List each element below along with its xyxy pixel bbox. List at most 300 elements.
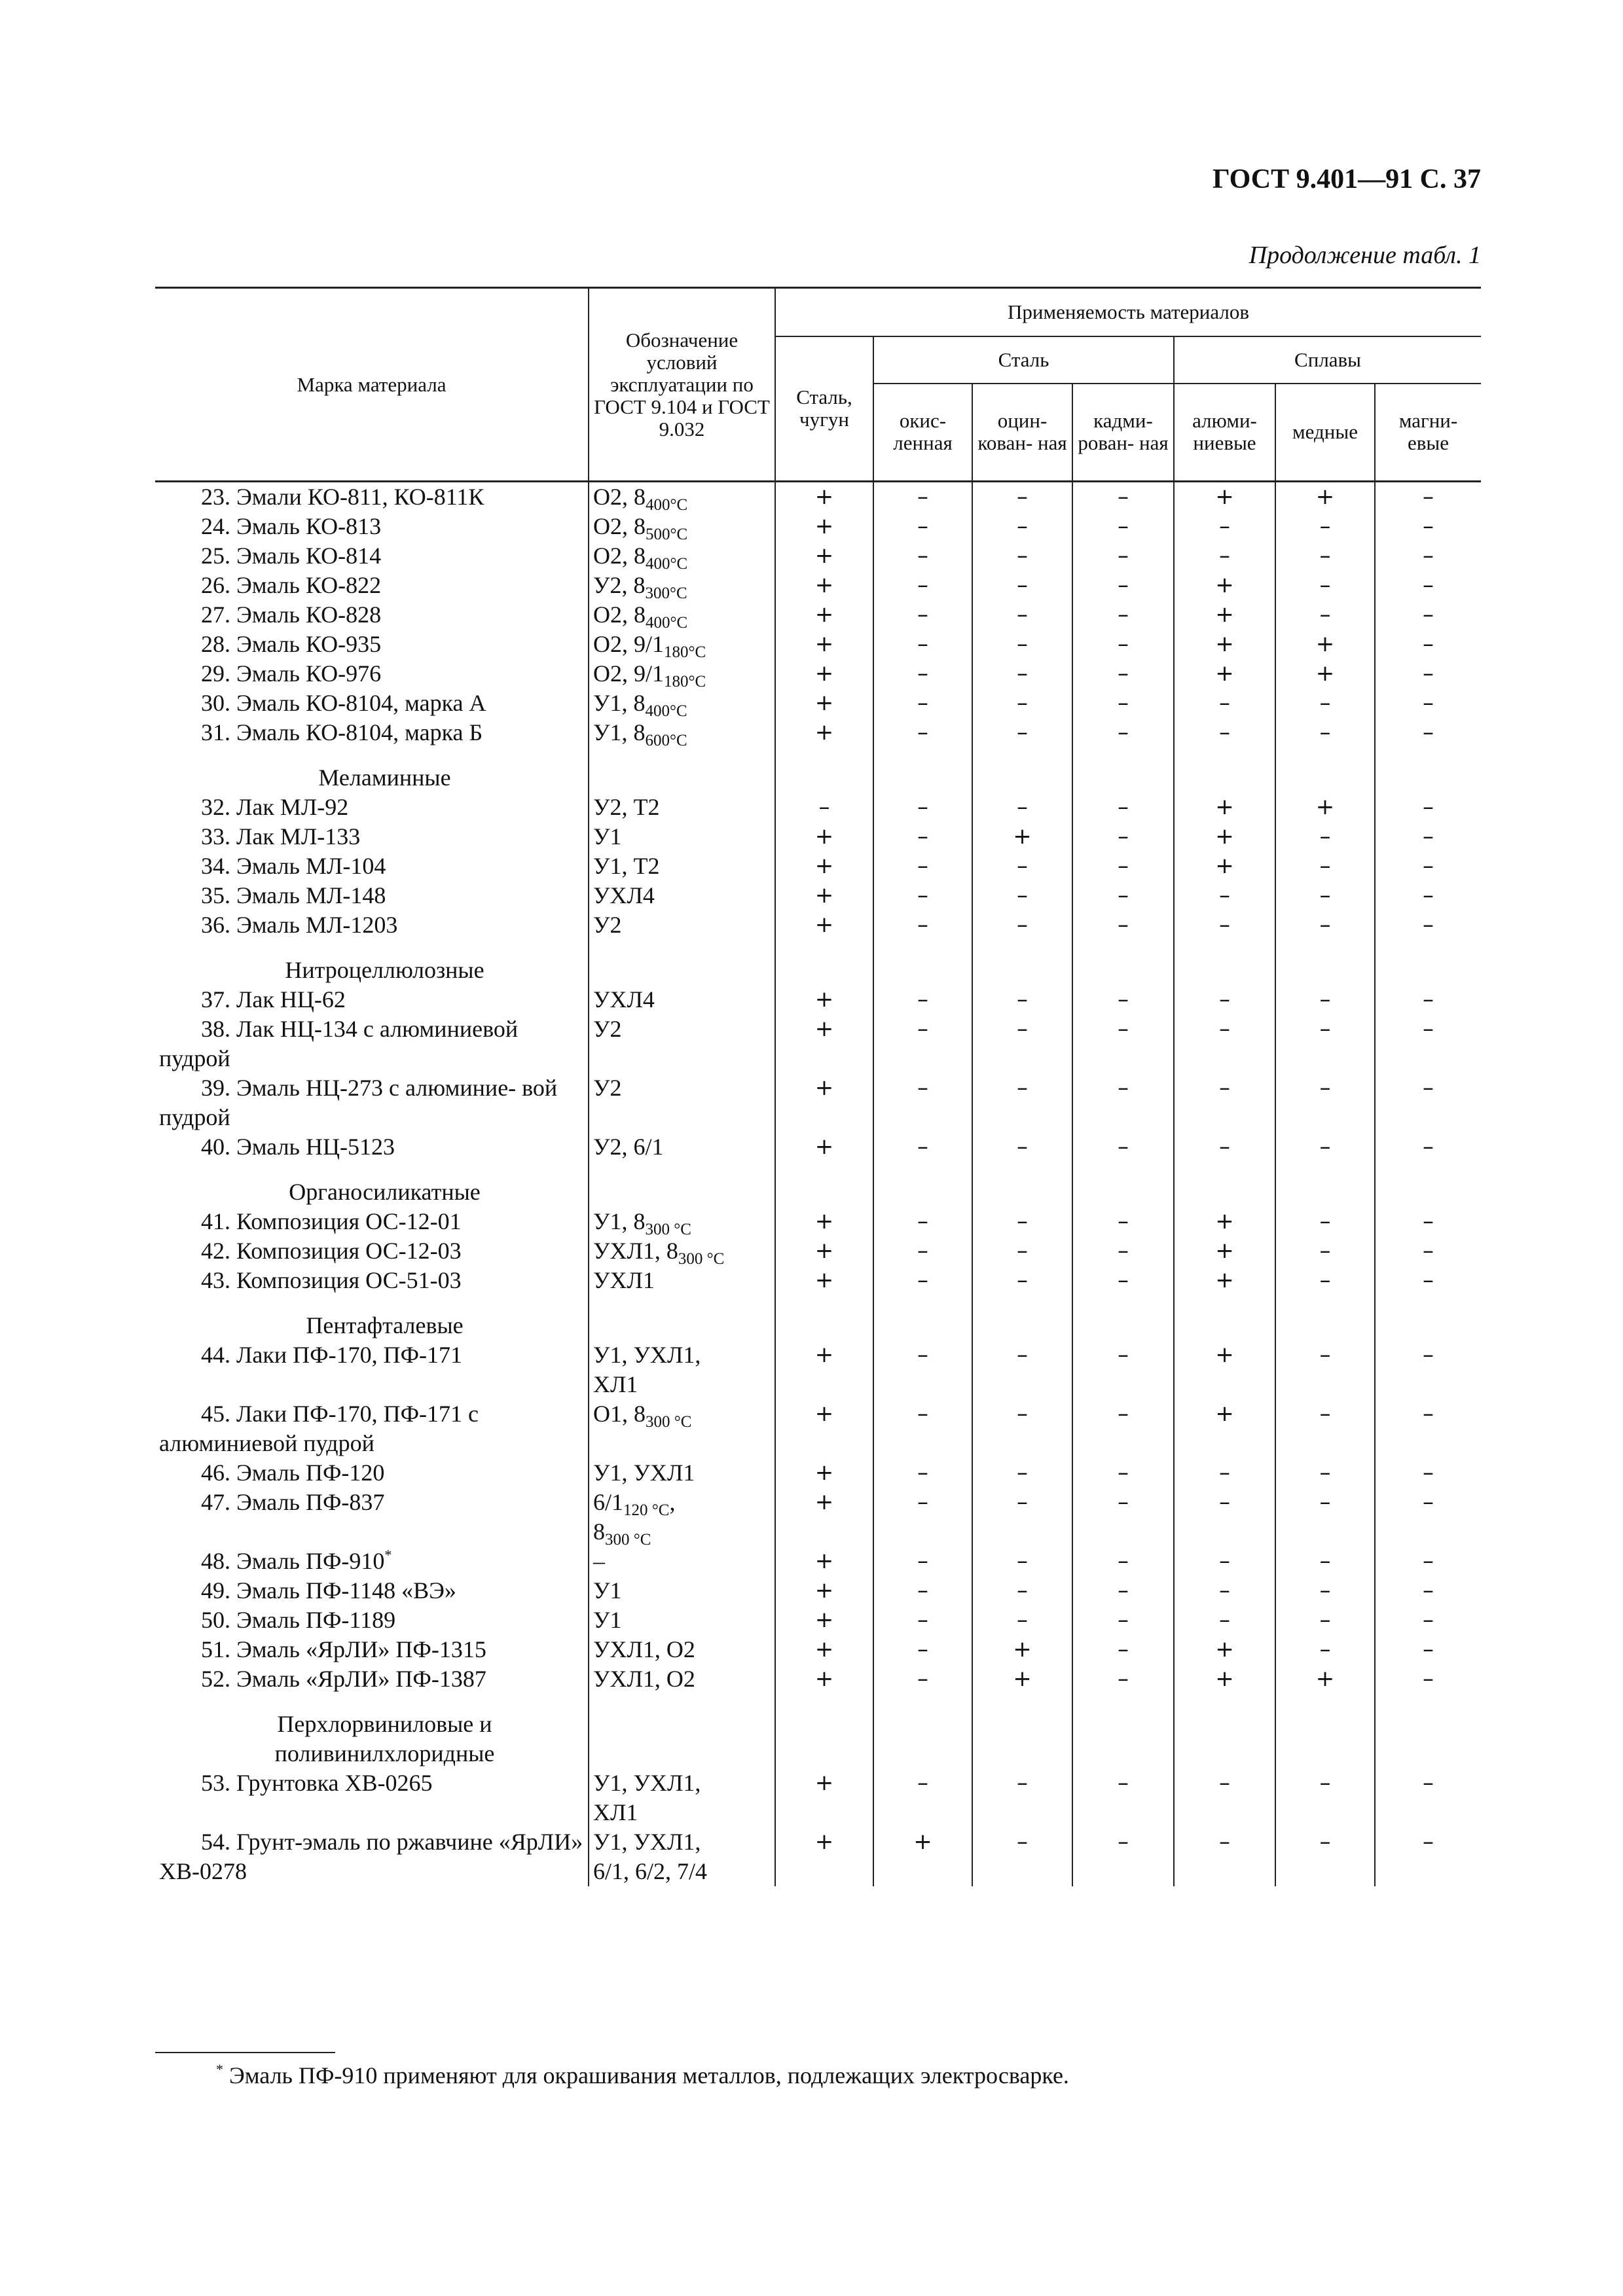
empty-cell	[1072, 763, 1174, 793]
applicability-oxidized-mark: –	[873, 793, 972, 822]
applicability-copper-mark: –	[1275, 1605, 1375, 1635]
applicability-aluminum-mark: –	[1174, 910, 1275, 940]
conditions-cell	[589, 852, 775, 881]
applicability-copper-mark: –	[1275, 1488, 1375, 1547]
conditions-text: У1, 8	[593, 690, 646, 716]
applicability-magnesium-mark: –	[1375, 910, 1481, 940]
material-name-wrap	[159, 1635, 584, 1664]
applicability-steel-cast-mark: +	[775, 822, 873, 852]
spacer-cell	[775, 940, 873, 956]
applicability-aluminum-mark: –	[1174, 1488, 1275, 1547]
conditions-text: У2	[593, 1016, 622, 1042]
applicability-copper-mark: –	[1275, 881, 1375, 910]
applicability-galvanized-mark: –	[972, 630, 1072, 659]
group-heading-row	[155, 1311, 1481, 1340]
applicability-aluminum-mark: –	[1174, 1458, 1275, 1488]
material-name-wrap	[159, 1664, 584, 1694]
material-name-cell	[155, 1768, 589, 1827]
conditions-line	[593, 1547, 771, 1576]
applicability-cadmium-mark: –	[1072, 1236, 1174, 1266]
applicability-magnesium-mark: –	[1375, 512, 1481, 541]
material-name: 35. Эмаль МЛ-148	[201, 882, 386, 908]
temperature-subscript: 600°С	[645, 732, 687, 749]
applicability-aluminum-mark: +	[1174, 600, 1275, 630]
conditions-cell	[589, 1014, 775, 1073]
table-row	[155, 985, 1481, 1014]
table-row	[155, 1768, 1481, 1827]
applicability-cadmium-mark: –	[1072, 852, 1174, 881]
conditions-cell	[589, 718, 775, 747]
conditions-text: У2	[593, 1075, 622, 1101]
empty-cell	[873, 956, 972, 985]
spacer-row	[155, 1694, 1481, 1710]
material-name-wrap	[159, 1458, 584, 1488]
material-name-cell	[155, 512, 589, 541]
table-row	[155, 1132, 1481, 1162]
spacer-cell	[873, 940, 972, 956]
material-name-wrap	[159, 659, 584, 689]
spacer-cell	[155, 1694, 589, 1710]
applicability-magnesium-mark: –	[1375, 600, 1481, 630]
material-name-cell	[155, 482, 589, 512]
spacer-cell	[775, 1694, 873, 1710]
spacer-cell	[1072, 940, 1174, 956]
material-name-wrap	[159, 1605, 584, 1635]
header-copper: медные	[1275, 384, 1375, 482]
applicability-cadmium-mark: –	[1072, 881, 1174, 910]
applicability-galvanized-mark: –	[972, 852, 1072, 881]
header-galvanized: оцин- кован- ная	[972, 384, 1072, 482]
applicability-aluminum-mark: –	[1174, 985, 1275, 1014]
applicability-aluminum-mark: +	[1174, 793, 1275, 822]
material-name: 41. Композиция ОС-12-01	[201, 1208, 462, 1234]
applicability-copper-mark: +	[1275, 630, 1375, 659]
spacer-cell	[1375, 747, 1481, 763]
applicability-galvanized-mark: –	[972, 1236, 1072, 1266]
applicability-galvanized-mark: –	[972, 1547, 1072, 1576]
applicability-copper-mark: –	[1275, 852, 1375, 881]
applicability-oxidized-mark: –	[873, 1458, 972, 1488]
material-name: 44. Лаки ПФ-170, ПФ-171	[201, 1342, 463, 1368]
group-heading: Нитроцеллюлозные	[285, 957, 484, 983]
conditions-text: ХЛ1	[593, 1371, 638, 1397]
applicability-aluminum-mark: –	[1174, 1827, 1275, 1886]
applicability-oxidized-mark: –	[873, 881, 972, 910]
conditions-line	[593, 1207, 771, 1236]
empty-cell	[972, 763, 1072, 793]
conditions-line	[593, 659, 771, 689]
conditions-cell	[589, 1635, 775, 1664]
empty-cell	[1275, 956, 1375, 985]
spacer-cell	[972, 940, 1072, 956]
material-name: 46. Эмаль ПФ-120	[201, 1460, 385, 1486]
material-name: 40. Эмаль НЦ-5123	[201, 1134, 395, 1160]
applicability-steel-cast-mark: +	[775, 1014, 873, 1073]
applicability-copper-mark: –	[1275, 1458, 1375, 1488]
spacer-cell	[873, 1162, 972, 1177]
spacer-cell	[1174, 1295, 1275, 1311]
applicability-galvanized-mark: –	[972, 881, 1072, 910]
applicability-steel-cast-mark: +	[775, 1827, 873, 1886]
conditions-cell	[589, 659, 775, 689]
applicability-magnesium-mark: –	[1375, 1014, 1481, 1073]
empty-cell	[589, 1311, 775, 1340]
spacer-cell	[589, 1162, 775, 1177]
temperature-subscript: 120 °С	[623, 1501, 670, 1519]
applicability-oxidized-mark: –	[873, 571, 972, 600]
conditions-line	[593, 1664, 771, 1694]
conditions-cell	[589, 910, 775, 940]
applicability-cadmium-mark: –	[1072, 1827, 1174, 1886]
spacer-cell	[1275, 1295, 1375, 1311]
applicability-cadmium-mark: –	[1072, 1768, 1174, 1827]
applicability-steel-cast-mark: +	[775, 1576, 873, 1605]
applicability-steel-cast-mark: +	[775, 630, 873, 659]
table-row	[155, 630, 1481, 659]
applicability-steel-cast-mark: +	[775, 1236, 873, 1266]
spacer-row	[155, 747, 1481, 763]
material-name-wrap	[159, 1266, 584, 1295]
applicability-galvanized-mark: –	[972, 1576, 1072, 1605]
temperature-subscript: 400°С	[646, 614, 688, 632]
applicability-galvanized-mark: –	[972, 1488, 1072, 1547]
empty-cell	[589, 1710, 775, 1768]
table-row	[155, 659, 1481, 689]
header-aluminum: алюми- ниевые	[1174, 384, 1275, 482]
applicability-oxidized-mark: –	[873, 630, 972, 659]
conditions-cell	[589, 1399, 775, 1458]
applicability-cadmium-mark: –	[1072, 1014, 1174, 1073]
applicability-oxidized-mark: –	[873, 1073, 972, 1132]
material-name-wrap	[159, 822, 584, 852]
conditions-cell	[589, 1207, 775, 1236]
applicability-copper-mark: –	[1275, 1014, 1375, 1073]
material-name-wrap	[159, 600, 584, 630]
applicability-galvanized-mark: –	[972, 1132, 1072, 1162]
table-row	[155, 689, 1481, 718]
table-row	[155, 1605, 1481, 1635]
applicability-cadmium-mark: –	[1072, 512, 1174, 541]
footnote	[216, 2062, 1069, 2089]
table-row	[155, 1547, 1481, 1576]
applicability-oxidized-mark: –	[873, 1635, 972, 1664]
applicability-steel-cast-mark: +	[775, 1073, 873, 1132]
conditions-cell	[589, 881, 775, 910]
applicability-oxidized-mark: +	[873, 1827, 972, 1886]
applicability-copper-mark: –	[1275, 910, 1375, 940]
conditions-cell	[589, 1605, 775, 1635]
conditions-text: УХЛ4	[593, 986, 655, 1013]
applicability-copper-mark: +	[1275, 1664, 1375, 1694]
empty-cell	[972, 1177, 1072, 1207]
applicability-magnesium-mark: –	[1375, 1488, 1481, 1547]
material-name: 38. Лак НЦ-134 с алюминиевой пудрой	[159, 1016, 519, 1071]
conditions-text: У1, Т2	[593, 853, 660, 879]
conditions-text: У1	[593, 1607, 622, 1633]
group-heading-row	[155, 1710, 1481, 1768]
material-name: 47. Эмаль ПФ-837	[201, 1489, 385, 1515]
material-name-wrap	[159, 852, 584, 881]
applicability-magnesium-mark: –	[1375, 659, 1481, 689]
material-name: 54. Грунт-эмаль по ржавчине «ЯрЛИ» ХВ-0278	[159, 1829, 583, 1884]
applicability-steel-cast-mark: +	[775, 1635, 873, 1664]
spacer-cell	[589, 940, 775, 956]
spacer-cell	[155, 1295, 589, 1311]
material-name: 24. Эмаль КО-813	[201, 513, 382, 539]
header-oxidized: окис- ленная	[873, 384, 972, 482]
conditions-text: УХЛ4	[593, 882, 655, 908]
material-name: 31. Эмаль КО-8104, марка Б	[201, 719, 483, 745]
group-heading-row	[155, 763, 1481, 793]
applicability-steel-cast-mark: +	[775, 852, 873, 881]
applicability-magnesium-mark: –	[1375, 985, 1481, 1014]
applicability-steel-cast-mark: +	[775, 1340, 873, 1399]
applicability-galvanized-mark: –	[972, 482, 1072, 512]
empty-cell	[873, 763, 972, 793]
conditions-text: У1, УХЛ1,	[593, 1770, 701, 1796]
applicability-copper-mark: –	[1275, 1236, 1375, 1266]
material-name: 23. Эмали КО-811, КО-811К	[201, 484, 484, 510]
group-heading-row	[155, 1177, 1481, 1207]
material-name: 48. Эмаль ПФ-910	[201, 1548, 385, 1574]
spacer-cell	[972, 1162, 1072, 1177]
conditions-cell	[589, 689, 775, 718]
conditions-suffix: ,	[669, 1489, 676, 1515]
material-name-cell	[155, 718, 589, 747]
conditions-line	[593, 1517, 771, 1547]
table-row	[155, 1014, 1481, 1073]
applicability-cadmium-mark: –	[1072, 793, 1174, 822]
empty-cell	[972, 1311, 1072, 1340]
material-name-cell	[155, 1547, 589, 1576]
material-name: 49. Эмаль ПФ-1148 «ВЭ»	[201, 1577, 456, 1604]
applicability-galvanized-mark: –	[972, 1340, 1072, 1399]
applicability-oxidized-mark: –	[873, 1207, 972, 1236]
spacer-cell	[972, 1694, 1072, 1710]
conditions-text: О1, 8	[593, 1401, 646, 1427]
spacer-cell	[1375, 1694, 1481, 1710]
temperature-subscript: 500°С	[646, 526, 688, 543]
conditions-line	[593, 793, 771, 822]
applicability-galvanized-mark: –	[972, 1207, 1072, 1236]
applicability-magnesium-mark: –	[1375, 541, 1481, 571]
spacer-cell	[1375, 1295, 1481, 1311]
applicability-steel-cast-mark: +	[775, 1664, 873, 1694]
conditions-cell	[589, 1073, 775, 1132]
conditions-text: У1, УХЛ1,	[593, 1829, 701, 1855]
material-name-wrap	[159, 1576, 584, 1605]
applicability-copper-mark: –	[1275, 1340, 1375, 1399]
applicability-galvanized-mark: –	[972, 1014, 1072, 1073]
material-name: 30. Эмаль КО-8104, марка А	[201, 690, 486, 716]
material-name-wrap	[159, 541, 584, 571]
applicability-copper-mark: –	[1275, 1635, 1375, 1664]
table-row	[155, 852, 1481, 881]
conditions-cell	[589, 1266, 775, 1295]
applicability-magnesium-mark: –	[1375, 1458, 1481, 1488]
conditions-cell	[589, 1132, 775, 1162]
material-name-cell	[155, 881, 589, 910]
conditions-line	[593, 1488, 771, 1517]
applicability-oxidized-mark: –	[873, 600, 972, 630]
applicability-cadmium-mark: –	[1072, 600, 1174, 630]
materials-table-container	[155, 287, 1481, 1886]
applicability-oxidized-mark: –	[873, 822, 972, 852]
conditions-line	[593, 1635, 771, 1664]
applicability-oxidized-mark: –	[873, 482, 972, 512]
table-row	[155, 1207, 1481, 1236]
material-name: 34. Эмаль МЛ-104	[201, 853, 386, 879]
conditions-line	[593, 1370, 771, 1399]
conditions-text: УХЛ1, 8	[593, 1238, 678, 1264]
conditions-cell	[589, 1768, 775, 1827]
header-conditions: Обозначение условий эксплуатации по ГОСТ 9.104 и ГОСТ 9.032	[589, 288, 775, 482]
applicability-steel-cast-mark: +	[775, 512, 873, 541]
conditions-text: 6/1	[593, 1489, 624, 1515]
material-name-cell	[155, 1664, 589, 1694]
empty-cell	[1072, 1710, 1174, 1768]
material-name-wrap	[159, 1073, 584, 1132]
spacer-cell	[1072, 747, 1174, 763]
applicability-aluminum-mark: +	[1174, 1207, 1275, 1236]
applicability-cadmium-mark: –	[1072, 1207, 1174, 1236]
group-heading: Органосиликатные	[289, 1179, 481, 1205]
applicability-cadmium-mark: –	[1072, 1635, 1174, 1664]
applicability-magnesium-mark: –	[1375, 482, 1481, 512]
spacer-cell	[1275, 747, 1375, 763]
material-name: 25. Эмаль КО-814	[201, 543, 382, 569]
applicability-copper-mark: –	[1275, 571, 1375, 600]
material-name: 51. Эмаль «ЯрЛИ» ПФ-1315	[201, 1636, 486, 1662]
conditions-line	[593, 1458, 771, 1488]
applicability-cadmium-mark: –	[1072, 985, 1174, 1014]
applicability-steel-cast-mark: +	[775, 1768, 873, 1827]
empty-cell	[873, 1177, 972, 1207]
conditions-cell	[589, 1458, 775, 1488]
applicability-magnesium-mark: –	[1375, 571, 1481, 600]
applicability-cadmium-mark: –	[1072, 482, 1174, 512]
material-name-wrap	[159, 1488, 584, 1517]
applicability-steel-cast-mark: +	[775, 1132, 873, 1162]
empty-cell	[1072, 956, 1174, 985]
applicability-galvanized-mark: –	[972, 985, 1072, 1014]
applicability-copper-mark: –	[1275, 1827, 1375, 1886]
material-name-cell	[155, 793, 589, 822]
applicability-oxidized-mark: –	[873, 512, 972, 541]
applicability-galvanized-mark: +	[972, 1664, 1072, 1694]
applicability-oxidized-mark: –	[873, 1340, 972, 1399]
applicability-oxidized-mark: –	[873, 689, 972, 718]
table-row	[155, 910, 1481, 940]
applicability-magnesium-mark: –	[1375, 1768, 1481, 1827]
material-name-cell	[155, 659, 589, 689]
conditions-cell	[589, 793, 775, 822]
table-row	[155, 512, 1481, 541]
header-steel-cast-iron: Сталь, чугун	[775, 336, 873, 482]
applicability-galvanized-mark: +	[972, 822, 1072, 852]
table-body	[155, 482, 1481, 1887]
table-row	[155, 1340, 1481, 1399]
group-heading-cell	[155, 956, 589, 985]
applicability-galvanized-mark: –	[972, 659, 1072, 689]
spacer-cell	[873, 1295, 972, 1311]
applicability-oxidized-mark: –	[873, 852, 972, 881]
spacer-cell	[1174, 747, 1275, 763]
applicability-oxidized-mark: –	[873, 1605, 972, 1635]
spacer-cell	[1375, 1162, 1481, 1177]
conditions-text: О2, 9/1	[593, 631, 664, 657]
applicability-aluminum-mark: –	[1174, 718, 1275, 747]
applicability-copper-mark: –	[1275, 541, 1375, 571]
empty-cell	[589, 763, 775, 793]
applicability-galvanized-mark: –	[972, 1605, 1072, 1635]
conditions-cell	[589, 822, 775, 852]
applicability-oxidized-mark: –	[873, 1576, 972, 1605]
applicability-magnesium-mark: –	[1375, 1827, 1481, 1886]
applicability-copper-mark: +	[1275, 793, 1375, 822]
applicability-copper-mark: –	[1275, 1266, 1375, 1295]
applicability-magnesium-mark: –	[1375, 1605, 1481, 1635]
applicability-aluminum-mark: –	[1174, 1768, 1275, 1827]
applicability-oxidized-mark: –	[873, 985, 972, 1014]
table-row	[155, 718, 1481, 747]
applicability-steel-cast-mark: +	[775, 1488, 873, 1547]
footnote-ref-mark: *	[384, 1547, 392, 1563]
material-name: 39. Эмаль НЦ-273 с алюминие- вой пудрой	[159, 1075, 558, 1130]
header-material-name: Марка материала	[155, 288, 589, 482]
material-name-cell	[155, 1576, 589, 1605]
applicability-galvanized-mark: –	[972, 718, 1072, 747]
empty-cell	[1174, 763, 1275, 793]
empty-cell	[1275, 1710, 1375, 1768]
header-applicability: Применяемость материалов	[775, 288, 1481, 336]
applicability-galvanized-mark: –	[972, 793, 1072, 822]
applicability-steel-cast-mark: +	[775, 985, 873, 1014]
table-row	[155, 1827, 1481, 1886]
applicability-cadmium-mark: –	[1072, 1664, 1174, 1694]
applicability-aluminum-mark: +	[1174, 822, 1275, 852]
applicability-oxidized-mark: –	[873, 1266, 972, 1295]
conditions-cell	[589, 1488, 775, 1547]
applicability-steel-cast-mark: +	[775, 571, 873, 600]
applicability-cadmium-mark: –	[1072, 659, 1174, 689]
material-name-wrap	[159, 1014, 584, 1073]
material-name-wrap	[159, 985, 584, 1014]
applicability-aluminum-mark: +	[1174, 482, 1275, 512]
footnote-divider	[155, 2052, 335, 2053]
conditions-line	[593, 600, 771, 630]
applicability-steel-cast-mark: +	[775, 1458, 873, 1488]
empty-cell	[775, 1177, 873, 1207]
table-row	[155, 1635, 1481, 1664]
conditions-line	[593, 1399, 771, 1429]
group-heading-cell	[155, 763, 589, 793]
empty-cell	[1174, 956, 1275, 985]
material-name: 42. Композиция ОС-12-03	[201, 1238, 462, 1264]
material-name-wrap	[159, 718, 584, 747]
conditions-line	[593, 1340, 771, 1370]
footnote-text: Эмаль ПФ-910 применяют для окрашивания металлов, подлежащих электросварке.	[229, 2062, 1069, 2089]
table-row	[155, 482, 1481, 512]
material-name: 52. Эмаль «ЯрЛИ» ПФ-1387	[201, 1666, 486, 1692]
temperature-subscript: 300 °С	[605, 1531, 651, 1549]
spacer-cell	[775, 1295, 873, 1311]
conditions-cell	[589, 512, 775, 541]
material-name-cell	[155, 1635, 589, 1664]
material-name-cell	[155, 822, 589, 852]
applicability-copper-mark: –	[1275, 1768, 1375, 1827]
material-name-cell	[155, 689, 589, 718]
